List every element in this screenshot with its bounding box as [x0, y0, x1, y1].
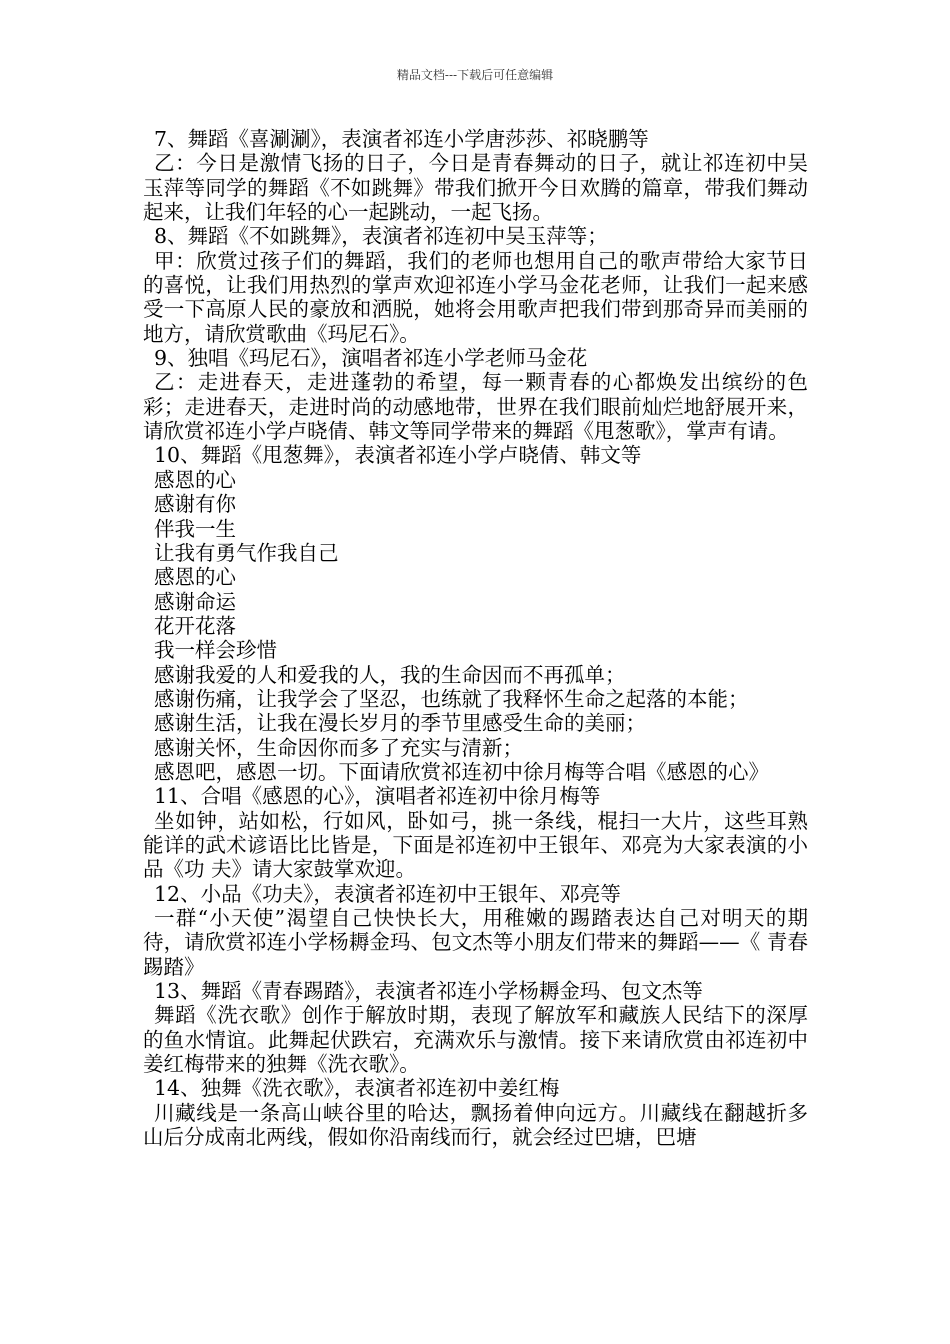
poem-line: 感恩的心	[154, 565, 236, 590]
paragraph: 感恩吧，感恩一切。下面请欣赏祁连初中徐月梅等合唱《感恩的心》	[154, 759, 769, 784]
paragraph: 13、舞蹈《青春踢踏》，表演者祁连小学杨耨金玛、包文杰等	[154, 979, 703, 1004]
document-body	[143, 127, 808, 1149]
poem-line: 感谢命运	[154, 589, 236, 614]
paragraph: 9、独唱《玛尼石》，演唱者祁连小学老师马金花	[154, 346, 588, 371]
paragraph: 感谢伤痛，让我学会了坚忍，也练就了我释怀生命之起落的本能；	[154, 686, 749, 711]
paragraph: 7、舞蹈《喜涮涮》，表演者祁连小学唐莎莎、祁晓鹏等	[154, 127, 649, 151]
paragraph: 乙：走进春天，走进蓬勃的希望，每一颗青春的心都焕发出缤纷的色彩；走进春天，走进时尚的动感地带，世界在我们眼前灿烂地舒展开来，请欣赏祁连小学卢晓倩、韩文等同学带来的舞蹈《甩葱歌》，掌声有请。	[143, 370, 808, 444]
paragraph: 10、舞蹈《甩葱舞》，表演者祁连小学卢晓倩、韩文等	[154, 443, 642, 468]
paragraph: 川藏线是一条高山峡谷里的哈达，飘扬着伸向远方。川藏线在翻越折多山后分成南北两线，假如你沿南线而行，就会经过巴塘，巴塘	[143, 1100, 808, 1150]
paragraph: 坐如钟，站如松，行如风，卧如弓，挑一条线，棍扫一大片，这些耳熟能详的武术谚语比比皆是，下面是祁连初中王银年、邓亮为大家表演的小品《功 夫》请大家鼓掌欢迎。	[143, 808, 808, 882]
paragraph: 14、独舞《洗衣歌》，表演者祁连初中姜红梅	[154, 1076, 560, 1101]
poem-line: 感谢有你	[154, 492, 236, 517]
paragraph: 8、舞蹈《不如跳舞》，表演者祁连初中吴玉萍等；	[154, 224, 608, 249]
poem-line: 让我有勇气作我自己	[154, 540, 339, 565]
paragraph: 感谢生活，让我在漫长岁月的季节里感受生命的美丽；	[154, 711, 646, 736]
paragraph: 乙：今日是激情飞扬的日子，今日是青春舞动的日子，就让祁连初中吴玉萍等同学的舞蹈《不如跳舞》带我们掀开今日欢腾的篇章，带我们舞动起来，让我们年轻的心一起跳动，一起飞扬。	[143, 151, 808, 225]
paragraph: 11、合唱《感恩的心》，演唱者祁连初中徐月梅等	[154, 784, 601, 809]
poem-line: 我一样会珍惜	[154, 638, 277, 663]
poem-line: 伴我一生	[154, 516, 236, 541]
poem-line: 花开花落	[154, 613, 236, 638]
page-header: 精品文档---下载后可任意编辑	[396, 68, 554, 82]
paragraph: 12、小品《功夫》，表演者祁连初中王银年、邓亮等	[154, 881, 621, 906]
paragraph: 舞蹈《洗衣歌》创作于解放时期，表现了解放军和藏族人民结下的深厚的鱼水情谊。此舞起伏跌宕，充满欢乐与激情。接下来请欣赏由祁连初中姜红梅带来的独舞《洗衣歌》。	[143, 1003, 808, 1077]
poem-line: 感恩的心	[154, 467, 236, 492]
paragraph: 甲：欣赏过孩子们的舞蹈，我们的老师也想用自己的歌声带给大家节日的喜悦，让我们用热烈的掌声欢迎祁连小学马金花老师，让我们一起来感受一下高原人民的豪放和洒脱，她将会用歌声把我们带到那奇异而美丽的地方，请欣赏歌曲《玛尼石》。	[143, 248, 808, 346]
paragraph: 一群“小天使”渴望自己快快长大，用稚嫩的踢踏表达自己对明天的期待，请欣赏祁连小学杨耨金玛、包文杰等小朋友们带来的舞蹈——《 青春踢踏》	[143, 906, 808, 979]
paragraph: 感谢关怀，生命因你而多了充实与清新；	[154, 735, 523, 760]
paragraph: 感谢我爱的人和爱我的人，我的生命因而不再孤单；	[154, 662, 626, 687]
